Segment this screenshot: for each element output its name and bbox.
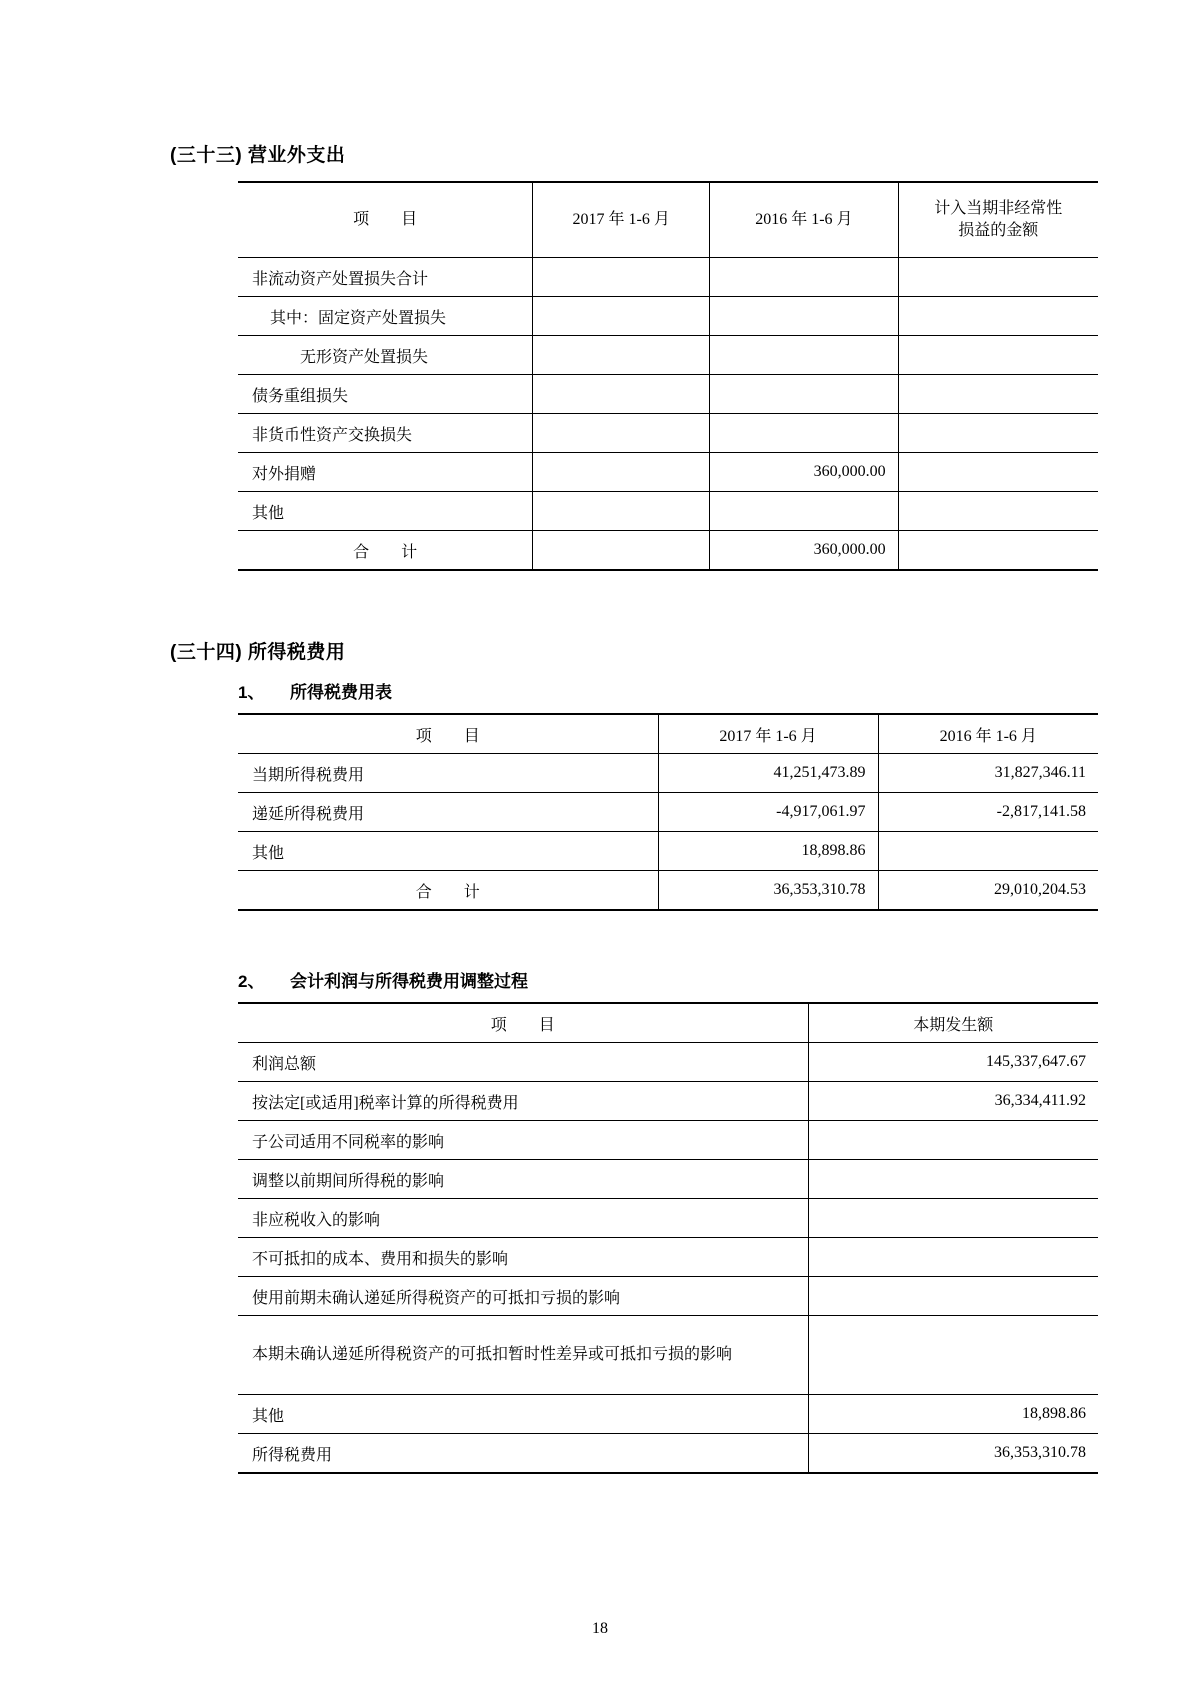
total-label: 合 计	[238, 531, 533, 571]
table-row	[238, 1199, 1098, 1238]
row-value-2017: -4,917,061.97	[658, 793, 878, 832]
row-label: 其他	[238, 492, 533, 531]
row-value-2017	[533, 258, 710, 297]
row-value-2016	[710, 414, 898, 453]
row-value: 36,353,310.78	[808, 1434, 1098, 1474]
row-value-2016	[710, 258, 898, 297]
table-row	[238, 258, 1098, 297]
row-label: 其他	[238, 1395, 808, 1434]
table-total-row	[238, 871, 1098, 911]
row-label: 债务重组损失	[238, 375, 533, 414]
header-nonrecurring	[898, 182, 1098, 258]
row-label: 非货币性资产交换损失	[238, 414, 533, 453]
row-value: 36,334,411.92	[808, 1082, 1098, 1121]
row-value	[808, 1160, 1098, 1199]
row-value-nonrecurring	[898, 492, 1098, 531]
total-label: 合 计	[238, 871, 658, 911]
row-label: 非流动资产处置损失合计	[238, 258, 533, 297]
table-row	[238, 375, 1098, 414]
spacer	[170, 911, 1030, 967]
subsection-number: 2、	[238, 972, 265, 991]
header-item: 项 目	[238, 1003, 808, 1043]
row-label: 当期所得税费用	[238, 754, 658, 793]
subsection-title: 所得税费用表	[290, 683, 392, 702]
total-value-2016: 29,010,204.53	[878, 871, 1098, 911]
row-value-2016	[710, 492, 898, 531]
row-value-2017	[533, 375, 710, 414]
header-2016: 2016 年 1-6 月	[878, 714, 1098, 754]
page-number: 18	[592, 1620, 608, 1637]
row-value-2016	[710, 297, 898, 336]
row-value-nonrecurring	[898, 258, 1098, 297]
row-label: 不可抵扣的成本、费用和损失的影响	[238, 1238, 808, 1277]
row-label: 递延所得税费用	[238, 793, 658, 832]
row-value-2017: 18,898.86	[658, 832, 878, 871]
spacer	[170, 571, 1030, 637]
subsection-number: 1、	[238, 683, 265, 702]
row-value-2016	[710, 375, 898, 414]
row-label: 其中：固定资产处置损失	[238, 297, 533, 336]
row-label: 无形资产处置损失	[238, 336, 533, 375]
header-2017: 2017 年 1-6 月	[533, 182, 710, 258]
row-value: 18,898.86	[808, 1395, 1098, 1434]
row-label: 本期未确认递延所得税资产的可抵扣暂时性差异或可抵扣亏损的影响	[238, 1316, 808, 1395]
row-label: 使用前期未确认递延所得税资产的可抵扣亏损的影响	[238, 1277, 808, 1316]
header-item: 项 目	[238, 714, 658, 754]
subsection-title: 会计利润与所得税费用调整过程	[290, 972, 528, 991]
row-value-2016	[710, 336, 898, 375]
table-row	[238, 1316, 1098, 1395]
header-2016: 2016 年 1-6 月	[710, 182, 898, 258]
table-row	[238, 1238, 1098, 1277]
table-income-tax-expense	[238, 713, 1098, 911]
table-row	[238, 1395, 1098, 1434]
table-row	[238, 1082, 1098, 1121]
subsection-heading-tax-reconciliation	[170, 967, 1030, 992]
subsection-heading-income-tax-table	[170, 678, 1030, 703]
header-nonrecurring-line2: 损益的金额	[958, 222, 1039, 239]
row-value-2017: 41,251,473.89	[658, 754, 878, 793]
total-value-2017	[533, 531, 710, 571]
table-row	[238, 297, 1098, 336]
table-header-row	[238, 1003, 1098, 1043]
row-value-nonrecurring	[898, 375, 1098, 414]
table-row	[238, 754, 1098, 793]
table-row	[238, 1160, 1098, 1199]
row-value-2016: 360,000.00	[710, 453, 898, 492]
row-value-2017	[533, 414, 710, 453]
row-value	[808, 1121, 1098, 1160]
section-heading-nonoperating-expense: (三十三) 营业外支出	[170, 145, 346, 166]
header-nonrecurring-line1: 计入当期非经常性	[934, 200, 1063, 218]
row-value: 145,337,647.67	[808, 1043, 1098, 1082]
row-value-nonrecurring	[898, 414, 1098, 453]
total-value-2016: 360,000.00	[710, 531, 898, 571]
row-value-nonrecurring	[898, 336, 1098, 375]
table-nonoperating-expense	[238, 181, 1098, 571]
row-value-2017	[533, 297, 710, 336]
table-row	[238, 1277, 1098, 1316]
row-value-2017	[533, 492, 710, 531]
row-label: 调整以前期间所得税的影响	[238, 1160, 808, 1199]
row-value-nonrecurring	[898, 453, 1098, 492]
table-row	[238, 1043, 1098, 1082]
total-value-2017: 36,353,310.78	[658, 871, 878, 911]
row-value	[808, 1316, 1098, 1395]
row-value-2016	[878, 832, 1098, 871]
table-row	[238, 492, 1098, 531]
header-2017: 2017 年 1-6 月	[658, 714, 878, 754]
table-header-row	[238, 182, 1098, 258]
row-label: 按法定[或适用]税率计算的所得税费用	[238, 1082, 808, 1121]
section-heading-income-tax-expense: (三十四) 所得税费用	[170, 642, 346, 663]
table-row	[238, 336, 1098, 375]
table-row	[238, 793, 1098, 832]
row-value-2017	[533, 453, 710, 492]
row-value-2016: -2,817,141.58	[878, 793, 1098, 832]
row-label: 利润总额	[238, 1043, 808, 1082]
row-value	[808, 1277, 1098, 1316]
header-current-period: 本期发生额	[808, 1003, 1098, 1043]
table-row	[238, 453, 1098, 492]
table-header-row	[238, 714, 1098, 754]
table-total-row	[238, 531, 1098, 571]
table-row	[238, 832, 1098, 871]
table-tax-reconciliation	[238, 1002, 1098, 1474]
row-label: 非应税收入的影响	[238, 1199, 808, 1238]
row-label: 子公司适用不同税率的影响	[238, 1121, 808, 1160]
table-row	[238, 1434, 1098, 1474]
row-label: 所得税费用	[238, 1434, 808, 1474]
total-value-nonrecurring	[898, 531, 1098, 571]
row-value-2017	[533, 336, 710, 375]
row-value-nonrecurring	[898, 297, 1098, 336]
row-value	[808, 1199, 1098, 1238]
row-value-2016: 31,827,346.11	[878, 754, 1098, 793]
row-label: 对外捐赠	[238, 453, 533, 492]
table-row	[238, 1121, 1098, 1160]
row-label: 其他	[238, 832, 658, 871]
header-item: 项 目	[238, 182, 533, 258]
table-row	[238, 414, 1098, 453]
row-value	[808, 1238, 1098, 1277]
